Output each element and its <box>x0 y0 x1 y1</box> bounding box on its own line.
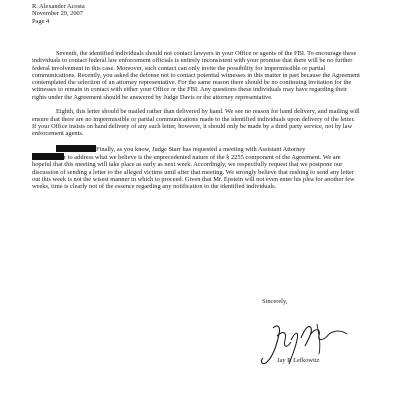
recipient-name: R. Alexander Acosta <box>32 3 85 10</box>
signature-block <box>255 318 365 368</box>
paragraph-finally-start: Finally, as you know, Judge Starr has requested a meeting with Assistant Attorney <box>96 145 306 153</box>
letter-header <box>32 3 85 25</box>
paragraph-finally-line2: r to address what we believe is the unprecedented nature of the § 2255 component <box>64 154 274 162</box>
closing-salutation: Sincerely, <box>262 298 288 305</box>
letter-body <box>32 50 360 198</box>
redaction-box <box>56 145 96 152</box>
paragraph-finally <box>32 145 360 191</box>
paragraph-finally-rest: of the Agreement. We are hopeful that this meeting will take place as early as next week. Accordingly, we respectfully request that we postpone our discussion of sending a letter to the alleged victims until after that meeting. We strongly believe that rushing to send any letter out this week is not the wisest manner in which to proceed. Given that Mr. Epstein will not even enter his plea for another few weeks, time is clearly not of the essence regarding any notification to the identified individuals. <box>32 154 355 191</box>
signer-name: Jay P. Lefkowitz <box>277 357 320 364</box>
paragraph-eighth: Eighth, this letter should be mailed rather than delivered by hand. We see no reason for hand delivery, and mailing will ensure that there are no impermissible or partial communications made to the identified individuals upon delivery of the letter. If your Office insists on hand delivery of any such letter, however, it should only be made by a third party service, not by law enforcement agents. <box>32 108 360 138</box>
page-number: Page 4 <box>32 17 50 25</box>
letter-date: November 29, 2007 <box>32 10 83 18</box>
redaction-box <box>32 153 64 160</box>
paragraph-seventh: Seventh, the identified individuals should not contact lawyers in your Office or agents of the FBI. To encourage these individuals to contact federal law enforcement officials is entirely inconsistent with your promise that there will be no further federal involvement in this case. Moreover, such contact can only invite the possibility for impermissible or partial communications. Recently, you asked the defense not to contact potential witnesses in this matter in part because the Agreement contemplated the selection of an attorney representative. For the same reason there should be no continuing invitation for the witnesses to remain in contact with either your Office or the FBI. Any questions these individuals may have regarding their rights under the Agreement should be answered by Judge Davis or the attorney representative. <box>32 50 360 101</box>
